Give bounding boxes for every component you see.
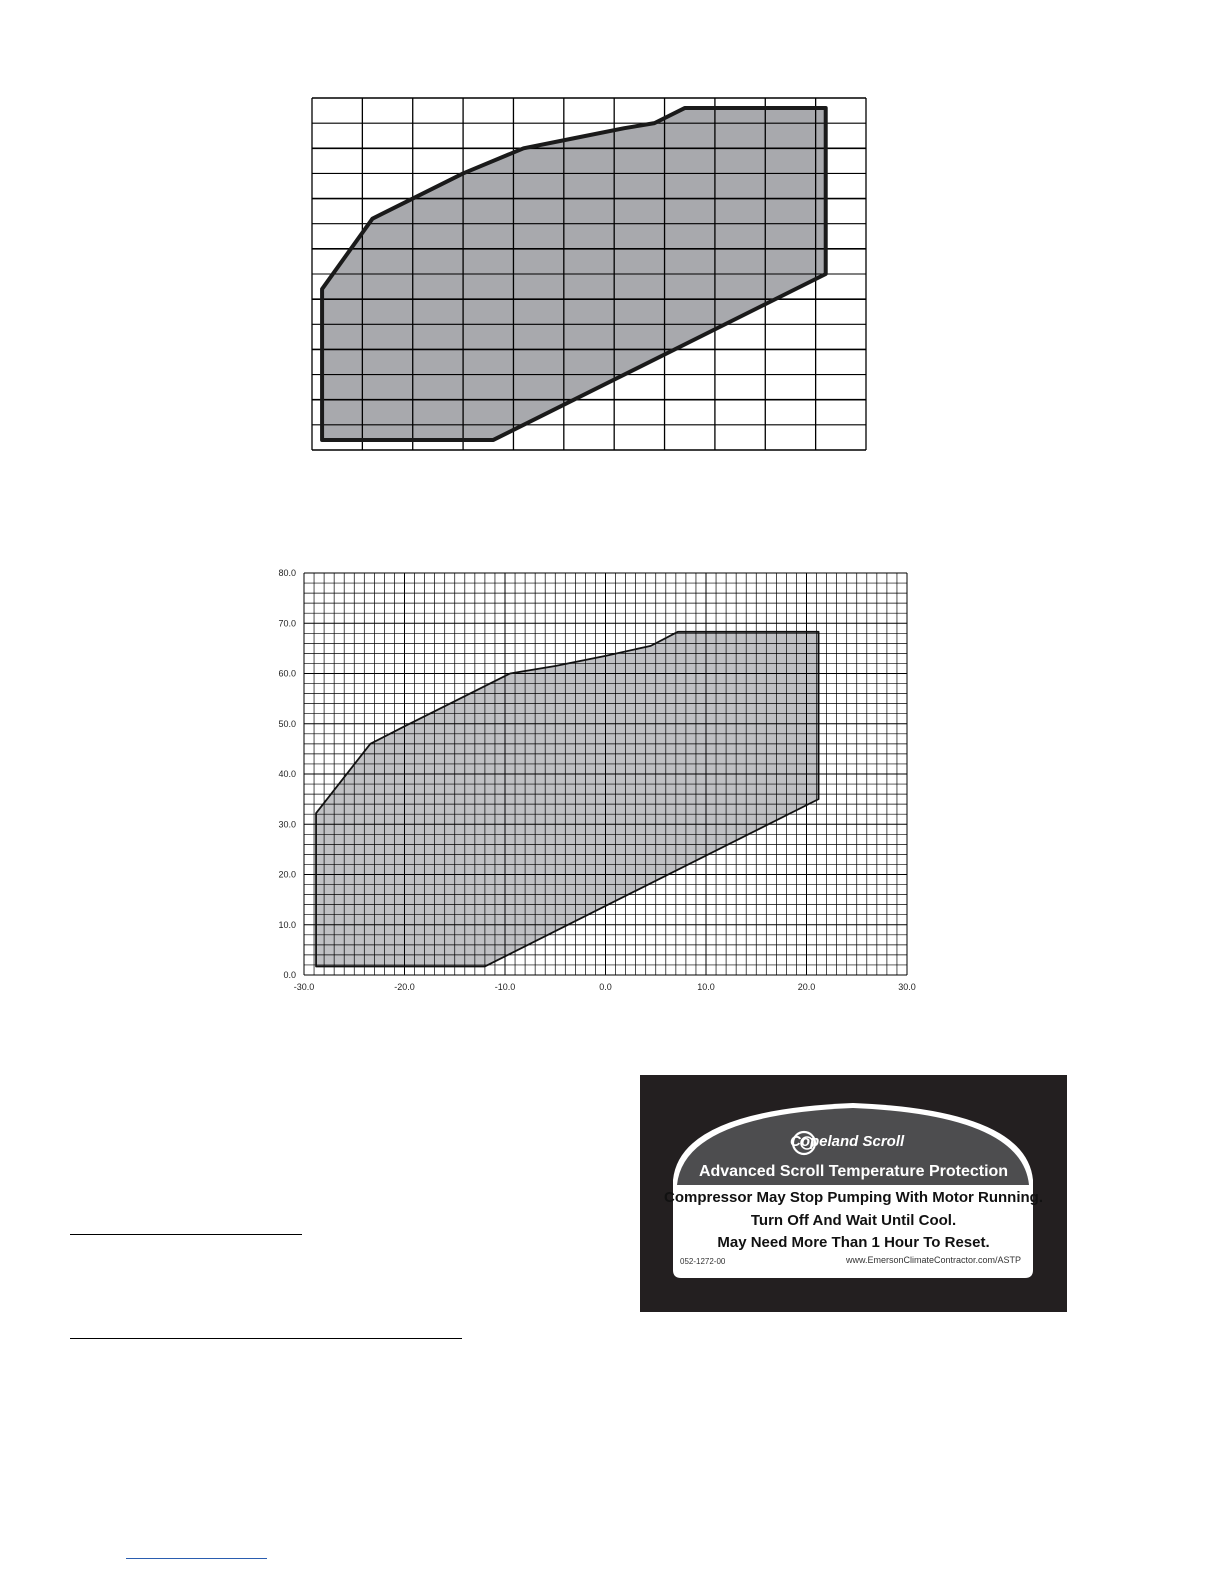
operating-envelope-chart-2 bbox=[268, 560, 928, 1000]
label-url: www.EmersonClimateContractor.com/ASTP bbox=[846, 1255, 1022, 1265]
y-tick-label: 10.0 bbox=[278, 919, 296, 930]
y-tick-label: 30.0 bbox=[278, 819, 296, 830]
operating-envelope-chart-1 bbox=[300, 88, 870, 458]
x-tick-label: 30.0 bbox=[898, 982, 916, 992]
brand-name: Copeland Scroll bbox=[790, 1133, 905, 1150]
part-code: 052-1272-00 bbox=[680, 1257, 726, 1266]
x-tick-label: -10.0 bbox=[494, 982, 516, 992]
x-tick-label: -30.0 bbox=[293, 982, 315, 992]
y-tick-label: 60.0 bbox=[278, 668, 296, 679]
y-tick-label: 40.0 bbox=[278, 769, 296, 779]
x-tick-label: 10.0 bbox=[697, 982, 715, 992]
signature-line-1 bbox=[70, 1234, 302, 1235]
y-tick-label: 50.0 bbox=[278, 718, 296, 729]
astp-warning-label bbox=[640, 1075, 1067, 1312]
y-tick-label: 70.0 bbox=[278, 618, 296, 629]
x-tick-label: -20.0 bbox=[394, 982, 415, 992]
label-title: Advanced Scroll Temperature Protection bbox=[698, 1163, 1009, 1180]
footer-link-underline bbox=[126, 1558, 267, 1559]
signature-line-2 bbox=[70, 1338, 462, 1339]
envelope-fill bbox=[316, 632, 819, 967]
y-tick-label: 20.0 bbox=[278, 869, 296, 880]
warning-line-3: May Need More Than 1 Hour To Reset. bbox=[717, 1234, 990, 1251]
x-tick-label: 20.0 bbox=[797, 982, 816, 992]
warning-line-2: Turn Off And Wait Until Cool. bbox=[750, 1212, 957, 1229]
y-tick-label: 80.0 bbox=[278, 568, 296, 578]
warning-line-1: Compressor May Stop Pumping With Motor Running. bbox=[663, 1189, 1043, 1206]
y-tick-label: 0.0 bbox=[283, 970, 296, 980]
x-tick-label: 0.0 bbox=[599, 982, 612, 992]
